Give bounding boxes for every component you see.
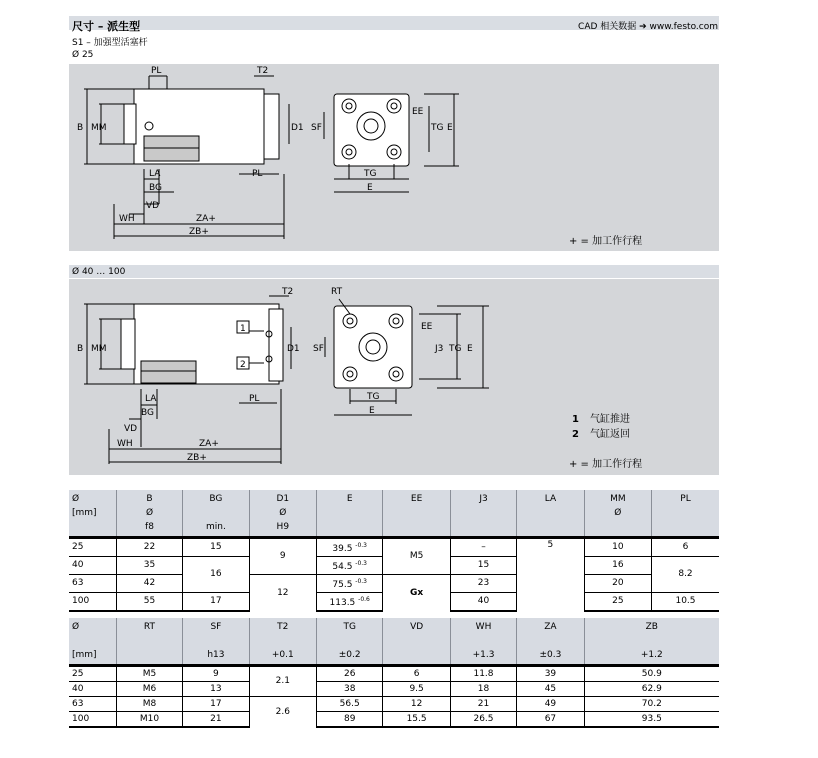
table1-header-row (69, 490, 719, 538)
t1-col-d: Ø [mm] (69, 490, 116, 538)
cylinder-drawing-40-100 (69, 279, 719, 475)
dim2-label-tg-h: TG (367, 392, 380, 402)
page-title: 尺寸 – 派生型 (72, 20, 141, 33)
t1-col-mm: MM Ø (584, 490, 651, 538)
dim-label-tg-h: TG (364, 169, 377, 179)
dim2-label-zb: ZB+ (187, 453, 207, 463)
cylinder-drawing-25 (69, 64, 719, 251)
t1-col-bg: BG min. (183, 490, 249, 538)
dim2-label-tg-v: TG (449, 344, 462, 354)
dim2-label-b: B (77, 344, 84, 354)
port-marker-2: 2 (240, 360, 246, 370)
table-row: 25 22 15 9 39.5 $^{-0.3}$ M5 – 5 10 6 (69, 538, 719, 557)
dim-label-ee: EE (412, 107, 424, 117)
dim2-label-d1: D1 (287, 344, 300, 354)
dim-label-t2: T2 (257, 66, 269, 76)
dim-label-pl: PL (151, 66, 162, 76)
dim2-label-la: LA (145, 394, 157, 404)
table-row: 63 42 12 75.5 $^{-0.3}$ Gx 23 20 (69, 575, 719, 593)
t1-col-la: LA (517, 490, 584, 538)
dim2-label-sf: SF (313, 344, 324, 354)
dim-label-la: LA (149, 169, 161, 179)
diameter-label-40-100: Ø 40 … 100 (72, 267, 126, 277)
dim-label-pl2: PL (252, 169, 263, 179)
dim2-label-pl: PL (249, 394, 260, 404)
drawing-panel-25 (69, 64, 719, 251)
dim2-label-j3: J3 (435, 344, 444, 354)
t2-col-t2: T2 +0.1 (249, 618, 316, 666)
dim2-label-za: ZA+ (199, 439, 219, 449)
dim2-label-e-h: E (369, 406, 375, 416)
dim-label-za: ZA+ (196, 214, 216, 224)
t1-col-e: E (317, 490, 383, 538)
dim-label-sf: SF (311, 123, 322, 133)
table-row: 25 M5 9 2.1 26 6 11.8 39 50.9 (69, 666, 719, 682)
t2-col-tg: TG ±0.2 (317, 618, 383, 666)
drawing-panel-40-100 (69, 279, 719, 475)
table-row: 100 55 17 113.5 $^{-0.6}$ 40 25 10.5 (69, 593, 719, 612)
dim2-label-rt: RT (331, 287, 343, 297)
t2-col-vd: VD (383, 618, 450, 666)
cad-link[interactable]: CAD 相关数据 ➔ www.festo.com (578, 22, 718, 32)
t1-col-d1: D1 Ø H9 (249, 490, 316, 538)
table-row: 40 M6 13 38 9.5 18 45 62.9 (69, 682, 719, 697)
dim-label-e-h: E (367, 183, 373, 193)
t2-col-za: ZA ±0.3 (517, 618, 584, 666)
dim-label-e-v: E (447, 123, 453, 133)
dim2-label-ee: EE (421, 322, 433, 332)
dimension-table-1 (69, 490, 719, 612)
section2-bar (69, 265, 719, 278)
dim2-label-wh: WH (117, 439, 133, 449)
dim-label-wh: WH (119, 214, 135, 224)
t2-col-d: Ø [mm] (69, 618, 116, 666)
t1-col-ee: EE (383, 490, 450, 538)
stroke-note-1: + = 加工作行程 (569, 236, 643, 247)
dim-label-mm: MM (91, 123, 107, 133)
dim-label-tg-v: TG (431, 123, 444, 133)
legend-item-2: 2 气缸返回 (572, 429, 630, 440)
dim-label-bg: BG (149, 183, 162, 193)
dim2-label-vd: VD (124, 424, 138, 434)
port-marker-1: 1 (240, 324, 246, 334)
table-row: 63 M8 17 2.6 56.5 12 21 49 70.2 (69, 697, 719, 712)
dim2-label-t2: T2 (282, 287, 294, 297)
t2-col-sf: SF h13 (183, 618, 249, 666)
t2-col-wh: WH +1.3 (450, 618, 516, 666)
dim-label-zb: ZB+ (189, 227, 209, 237)
dim-label-b: B (77, 123, 84, 133)
diameter-label-25: Ø 25 (72, 50, 94, 60)
dim2-label-e-v: E (467, 344, 473, 354)
dim-label-vd: VD (146, 201, 160, 211)
t1-col-b: B Ø f8 (116, 490, 182, 538)
t1-col-pl: PL (652, 490, 719, 538)
t2-col-rt: RT (116, 618, 182, 666)
legend-item-1: 1 气缸推进 (572, 414, 630, 425)
dim2-label-bg: BG (141, 408, 154, 418)
t1-col-j3: J3 (450, 490, 516, 538)
table-row: 40 35 16 54.5 $^{-0.3}$ 15 16 8.2 (69, 557, 719, 575)
stroke-note-2: + = 加工作行程 (569, 459, 643, 470)
table2-header-row (69, 618, 719, 666)
variant-subtitle: S1 – 加强型活塞杆 (72, 38, 148, 48)
dimension-table-2 (69, 618, 719, 728)
dim-label-d1: D1 (291, 123, 304, 133)
table-row: 100 M10 21 89 15.5 26.5 67 93.5 (69, 712, 719, 728)
t2-col-zb: ZB +1.2 (584, 618, 719, 666)
dim2-label-mm: MM (91, 344, 107, 354)
